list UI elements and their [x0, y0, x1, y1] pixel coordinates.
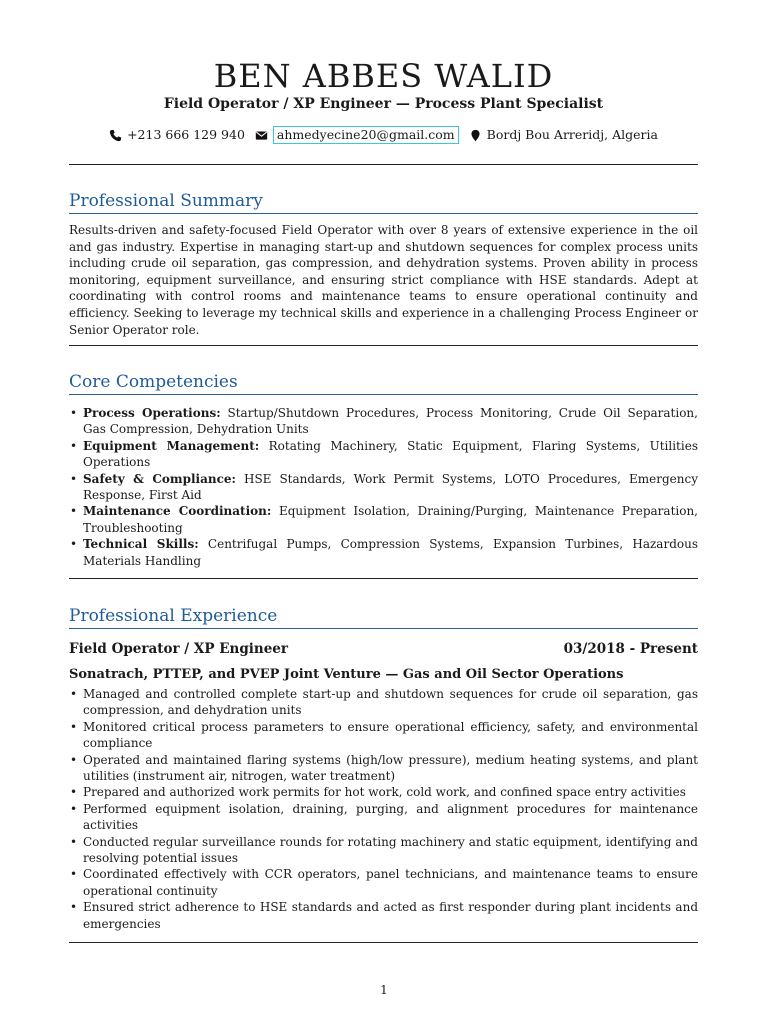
bullet-marker: • — [70, 406, 78, 420]
job-bullet — [69, 752, 698, 785]
bullet-marker: • — [70, 834, 78, 849]
competency-text: Startup/Shutdown Procedures, Process Monitoring, Crude Oil Separation, Gas Compression, Dehydration Units — [83, 406, 698, 437]
job-bullet-text: Ensured strict adherence to HSE standards and acted as first responder during plant incidents and emergencies — [83, 900, 698, 931]
email-link[interactable]: ahmedyecine20@gmail.com — [273, 126, 459, 144]
competency-item — [69, 503, 698, 536]
bullet-marker: • — [70, 801, 78, 816]
candidate-headline: Field Operator / XP Engineer — Process Plant Specialist — [163, 96, 604, 112]
section-title-summary: Professional Summary — [69, 191, 263, 211]
phone-icon — [109, 129, 122, 142]
job-bullet-text: Managed and controlled complete start-up and shutdown sequences for crude oil separation, gas compression, and dehydration units — [83, 687, 698, 718]
header-divider — [69, 164, 698, 165]
competency-label: Technical Skills: — [83, 537, 199, 552]
bullet-marker: • — [70, 752, 78, 767]
bullet-marker: • — [70, 471, 78, 486]
job-bullet-text: Conducted regular surveillance rounds for rotating machinery and static equipment, identifying and resolving potential issues — [83, 834, 698, 866]
section-underline-experience — [69, 628, 698, 629]
competencies-divider — [69, 578, 698, 579]
location-text: Bordj Bou Arreridj, Algeria — [486, 127, 658, 142]
job-dates: 03/2018 - Present — [563, 641, 698, 657]
job-bullet-text: Coordinated effectively with CCR operators, panel technicians, and maintenance teams to ensure operational continuity — [83, 867, 698, 898]
candidate-name: BEN ABBES WALID — [213, 57, 554, 95]
competency-label: Maintenance Coordination: — [83, 504, 272, 519]
bullet-marker: • — [70, 687, 78, 701]
summary-divider — [69, 345, 698, 346]
competency-list — [69, 405, 698, 569]
contact-email[interactable] — [255, 126, 459, 144]
job-bullet — [69, 686, 698, 719]
job-heading — [69, 640, 698, 658]
envelope-icon — [255, 129, 268, 142]
competency-item — [69, 405, 698, 438]
bullet-marker: • — [70, 900, 78, 915]
contact-location — [469, 126, 658, 144]
bullet-marker: • — [70, 785, 78, 800]
job-bullet-text: Performed equipment isolation, draining, purging, and alignment procedures for maintenance activities — [83, 801, 698, 833]
contact-line — [69, 126, 698, 144]
bullet-marker: • — [70, 537, 78, 552]
section-title-competencies: Core Competencies — [69, 372, 238, 392]
phone-number: +213 666 129 940 — [127, 127, 245, 142]
job-bullet-text: Operated and maintained flaring systems (high/low pressure), medium heating systems, and plant utilities (instrument air, nitrogen, water treatment) — [83, 752, 698, 784]
experience-divider — [69, 942, 698, 943]
competency-text: HSE Standards, Work Permit Systems, LOTO Procedures, Emergency Response, First Aid — [83, 471, 698, 503]
competency-item — [69, 536, 698, 569]
competency-label: Process Operations: — [83, 406, 221, 420]
competency-text: Centrifugal Pumps, Compression Systems, Expansion Turbines, Hazardous Materials Handling — [83, 537, 698, 568]
bullet-marker: • — [70, 504, 78, 519]
competency-item — [69, 438, 698, 471]
job-company: Sonatrach, PTTEP, and PVEP Joint Venture — Gas and Oil Sector Operations — [69, 667, 624, 682]
contact-phone[interactable] — [109, 126, 245, 144]
competency-item — [69, 471, 698, 504]
section-underline-competencies — [69, 394, 698, 395]
competency-text: Equipment Isolation, Draining/Purging, Maintenance Preparation, Troubleshooting — [83, 504, 698, 535]
job-bullet — [69, 834, 698, 867]
job-bullet-text: Monitored critical process parameters to ensure operational efficiency, safety, and environmental compliance — [83, 719, 698, 751]
competency-label: Safety & Compliance: — [83, 471, 236, 486]
map-marker-icon — [469, 129, 482, 142]
job-bullet — [69, 899, 698, 932]
competency-text: Rotating Machinery, Static Equipment, Flaring Systems, Utilities Operations — [83, 438, 698, 470]
bullet-marker: • — [70, 867, 78, 882]
job-bullet-list — [69, 686, 698, 932]
job-bullet — [69, 784, 698, 800]
job-bullet-text: Prepared and authorized work permits for hot work, cold work, and confined space entry activities — [83, 785, 686, 800]
job-title: Field Operator / XP Engineer — [69, 641, 289, 657]
page-number: 1 — [380, 983, 388, 997]
bullet-marker: • — [70, 719, 78, 734]
summary-text: Results-driven and safety-focused Field Operator with over 8 years of extensive experience in the oil and gas industry. Expertise in managing start-up and shutdown sequences for complex process units including crude oil separation, gas compression, and dehydration systems. Proven ability in process monitoring, equipment surveillance, and ensuring strict compliance with HSE standards. Adept at coordinating with control rooms and maintenance teams to ensure operational continuity and efficiency. Seeking to leverage my technical skills and experience in a challenging Process Engineer or Senior Operator role. — [69, 223, 698, 337]
bullet-marker: • — [70, 438, 78, 453]
section-title-experience: Professional Experience — [69, 606, 278, 626]
job-bullet — [69, 719, 698, 752]
job-bullet — [69, 866, 698, 899]
competency-label: Equipment Management: — [83, 438, 260, 453]
section-underline-summary — [69, 213, 698, 214]
job-bullet — [69, 801, 698, 834]
